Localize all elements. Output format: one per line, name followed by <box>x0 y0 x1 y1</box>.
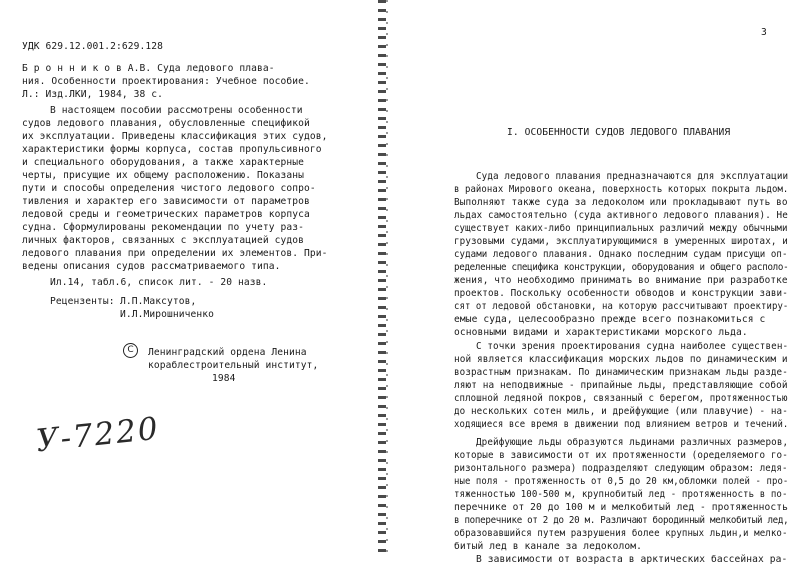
text-line: емые суда, целесообразно прежде всего познакомиться с <box>454 314 766 325</box>
text-line: судами ледового плавания. Однако последним судам присущи оп- <box>454 249 788 260</box>
text-line: Дрейфующие льды образуются льдинами различных размеров, <box>476 437 789 448</box>
text-line: ной является классификация морских льдов по динамическим и <box>454 354 788 365</box>
abstract-line: и специального оборудования, а также характерные <box>22 157 305 168</box>
page-number: 3 <box>761 27 767 38</box>
text-line: в поперечнике от 2 до 20 м. Различают бородинный мелкобитый лед, <box>454 515 789 526</box>
copyright-icon: С <box>123 343 138 358</box>
text-line: существует каких-либо принципиальных различий между обычными <box>454 223 788 234</box>
text-line: проектов. Поскольку особенности обводов и конструкции зави- <box>454 288 788 299</box>
handwritten-inventory-note: У-7220 <box>34 410 162 460</box>
text-line: которые в зависимости от их протяженности (ορеделяемого го- <box>454 450 788 461</box>
text-line: ляют на неподвижные - припайные льды, представляющие собой <box>454 380 788 391</box>
text-line: ходящиеся все время в движении под влиянием ветров и течений. <box>454 419 789 430</box>
text-line: в районах Мирового океана, поверхность которых покрыта льдом. <box>454 184 789 195</box>
abstract-line: ледовой среды и геометрических параметров корпуса <box>22 209 310 220</box>
reviewer-name: Л.П.Максутов, <box>120 296 197 307</box>
publisher-line: кораблестроительный институт, <box>148 360 319 371</box>
bib-line: Л.: Изд.ЛКИ, 1984, 38 с. <box>22 89 164 100</box>
abstract-line: их эксплуатации. Приведены классификация этих судов, <box>22 131 328 142</box>
illustrations-count: Ил.14, табл.6, список лит. - 20 назв. <box>50 277 268 288</box>
text-line: ные поля - протяженность от 0,5 до 20 км,обломки полей - про- <box>454 476 789 487</box>
text-line: ризонтального размера) подразделяют следующим образом: ледя- <box>454 463 788 474</box>
abstract-line: черты, присущие их общему расположению. Показаны <box>22 170 305 181</box>
right-page <box>396 0 792 565</box>
reviewers-label: Рецензенты: <box>50 296 115 307</box>
bib-line: Б р о н н и к о в А.В. Суда ледового плава- <box>22 63 275 74</box>
text-line: перечнике от 20 до 100 м и мелкобитый лед - протяженность <box>454 502 788 513</box>
text-line: льдах самостоятельно (суда активного ледового плавания). Не <box>454 210 788 221</box>
text-line: Выполняют также суда за ледоколом или прокладывают путь во <box>454 197 788 208</box>
text-line: жения, что необходимо принимать во внимание при разработке <box>454 275 788 286</box>
abstract-line: тивления и характер его зависимости от параметров <box>22 196 310 207</box>
reviewer-name: И.Л.Мирошниченко <box>120 309 215 320</box>
bib-line: ния. Особенности проектирования: Учебное пособие. <box>22 76 310 87</box>
abstract-line: судов ледового плавания, обусловленные спецификой <box>22 118 310 129</box>
udk-code: УДК 629.12.001.2:629.128 <box>22 41 164 52</box>
text-line: до нескольких сотен миль, и дрейфующие (или плавучие) - на- <box>454 406 788 417</box>
left-page <box>0 0 385 553</box>
abstract-line: ледового плавания при определении их элементов. При- <box>22 248 328 259</box>
abstract-line: личных факторов, связанных с эксплуатацией судов <box>22 235 305 246</box>
abstract-line: пути и способы определения чистого ледового сопро- <box>22 183 316 194</box>
abstract-line: В настоящем пособии рассмотрены особенности <box>50 105 303 116</box>
page-gutter <box>378 0 386 553</box>
text-line: битый лед в канале за ледоколом. <box>454 541 643 552</box>
page-gutter-shadow <box>386 0 388 553</box>
text-line: возрастным признакам. По динамическим признакам льды разде- <box>454 367 788 378</box>
text-line: Суда ледового плавания предназначаются для эксплуатации <box>476 171 789 182</box>
text-line: С точки зрения проектирования судна наиболее существен- <box>476 341 789 352</box>
section-heading: I. ОСОБЕННОСТИ СУДОВ ЛЕДОВОГО ПЛАВАНИЯ <box>507 127 731 138</box>
abstract-line: ведены описания судов рассматриваемого типа. <box>22 261 281 272</box>
text-line: образовавшийся путем разрушения более крупных льдин,и мелко- <box>454 528 788 539</box>
text-line: ределенные специфика конструкции, оборудования и общего располо- <box>454 262 789 273</box>
publisher-line: Ленинградский ордена Ленина <box>148 347 307 358</box>
text-line: грузовыми судами, эксплуатирующимися в умеренных широтах, и <box>454 236 788 247</box>
abstract-line: судна. Сформулированы рекомендации по учету раз- <box>22 222 305 233</box>
text-line: сят от ледовой обстановки, на которую рассчитывают проектиру- <box>454 301 789 312</box>
text-line: сплошной ледяной покров, связанный с берегом, протяженностью <box>454 393 788 404</box>
text-line: тяженностью 100-500 м, крупнобитый лед - протяженность в по- <box>454 489 788 500</box>
publisher-line: 1984 <box>212 373 236 384</box>
abstract-line: характеристики формы корпуса, состав пропульсивного <box>22 144 322 155</box>
text-line: В зависимости от возраста в арктических бассейнах ра- <box>476 554 788 565</box>
text-line: основными видами и характеристиками морского льда. <box>454 327 748 338</box>
